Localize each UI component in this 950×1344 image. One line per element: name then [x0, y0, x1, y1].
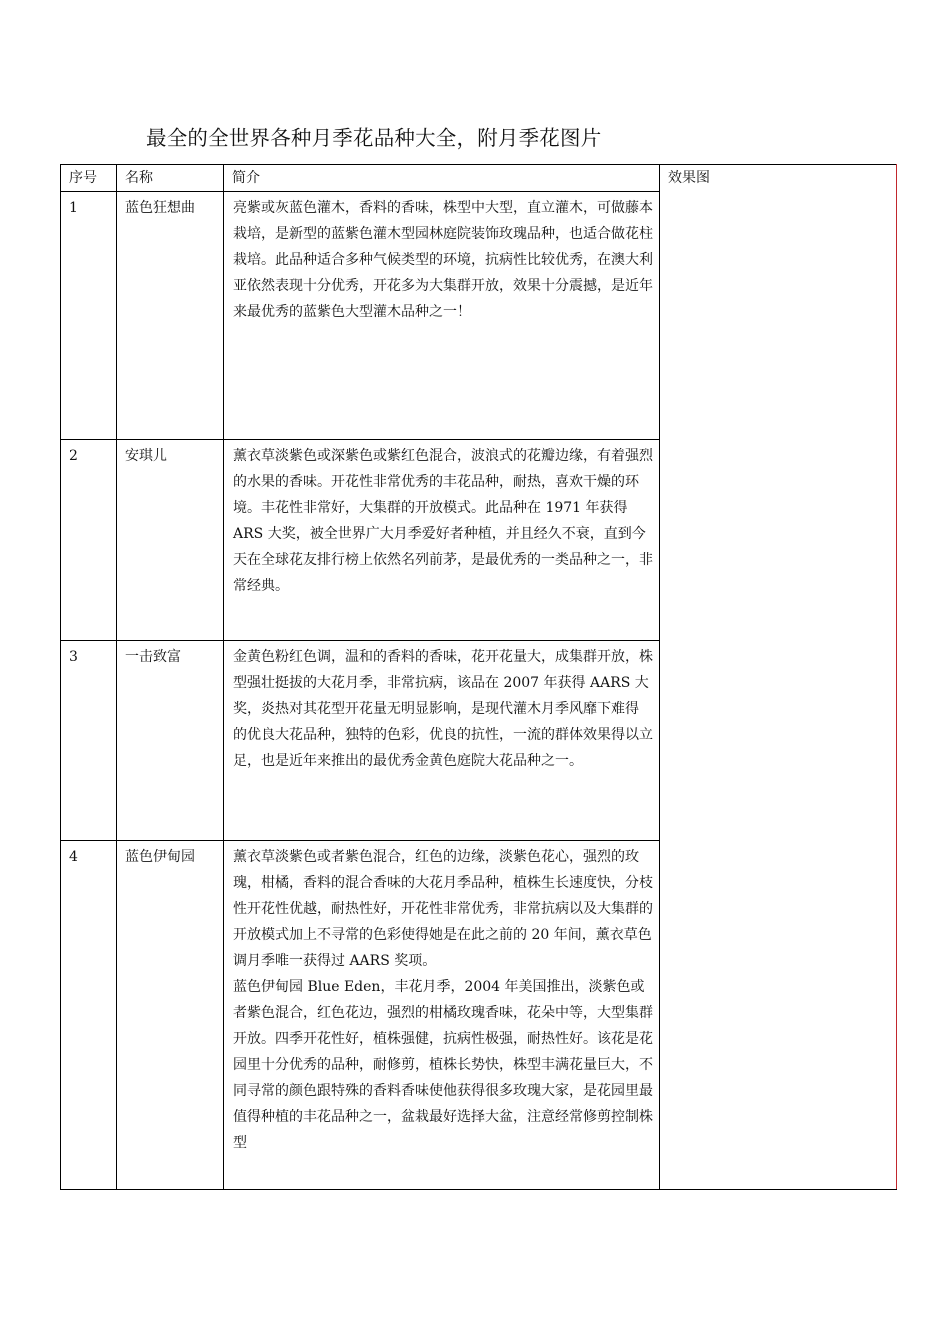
row-index: 1 [61, 192, 117, 440]
rose-varieties-table [60, 164, 897, 1190]
row-index: 4 [61, 841, 117, 1190]
row-index: 2 [61, 440, 117, 641]
row-name: 蓝色狂想曲 [117, 192, 224, 440]
row-name: 蓝色伊甸园 [117, 841, 224, 1190]
row-intro [224, 641, 660, 841]
row-name: 安琪儿 [117, 440, 224, 641]
row-intro [224, 841, 660, 1190]
row-intro [224, 192, 660, 440]
row-index: 3 [61, 641, 117, 841]
intro-paragraph: 金黄色粉红色调，温和的香料的香味，花开花量大，成集群开放，株型强壮挺拔的大花月季，非常抗病，该品在 2007 年获得 AARS 大奖，炎热对其花型开花量无明显影响，是现代灌木月季风靡下难得 的优良大花品种，独特的色彩，优良的抗性，一流的群体效果得以立足，也是近年来推出的最优秀金黄色庭院大花品种之一。 [233, 649, 653, 769]
image-column [660, 165, 897, 1190]
intro-paragraph: 薰衣草淡紫色或者紫色混合，红色的边缘，淡紫色花心，强烈的玫瑰，柑橘，香料的混合香味的大花月季品种，植株生长速度快，分枝性开花性优越，耐热性好，开花性非常优秀，非常抗病以及大集群的开放模式加上不寻常的色彩使得她是在此之前的 20 年间，薰衣草色调月季唯一获得过 AARS 奖项。 [233, 849, 653, 969]
header-name: 名称 [117, 165, 224, 192]
row-intro [224, 440, 660, 641]
intro-paragraph: 亮紫或灰蓝色灌木，香料的香味，株型中大型，直立灌木，可做藤本栽培，是新型的蓝紫色灌木型园林庭院装饰玫瑰品种，也适合做花柱栽培。此品种适合多种气候类型的环境，抗病性比较优秀，在澳大利亚依然表现十分优秀，开花多为大集群开放，效果十分震撼，是近年来最优秀的蓝紫色大型灌木品种之一！ [233, 200, 653, 320]
row-name: 一击致富 [117, 641, 224, 841]
intro-paragraph: 蓝色伊甸园 Blue Eden，丰花月季，2004 年美国推出，淡紫色或者紫色混合，红色花边，强烈的柑橘玫瑰香味，花朵中等，大型集群开放。四季开花性好，植株强健，抗病性极强，耐热性好。该花是花园里十分优秀的品种，耐修剪，植株长势快，株型丰满花量巨大，不同寻常的颜色跟特殊的香料香味使他获得很多玫瑰大家，是花园里最值得种植的丰花品种之一，盆栽最好选择大盆，注意经常修剪控制株型 [233, 979, 653, 1151]
header-intro: 简介 [224, 165, 660, 192]
intro-paragraph: 薰衣草淡紫色或深紫色或紫红色混合，波浪式的花瓣边缘，有着强烈的水果的香味。开花性非常优秀的丰花品种，耐热，喜欢干燥的环境。丰花性非常好，大集群的开放模式。此品种在 1971 年获得 ARS 大奖，被全世界广大月季爱好者种植，并且经久不衰，直到今天在全球花友排行榜上依然名列前茅，是最优秀的一类品种之一，非常经典。 [233, 448, 653, 594]
document-title: 最全的全世界各种月季花品种大全，附月季花图片 [146, 126, 602, 150]
table-header-row [61, 165, 897, 192]
header-image: 效果图 [668, 170, 710, 186]
header-index: 序号 [61, 165, 117, 192]
